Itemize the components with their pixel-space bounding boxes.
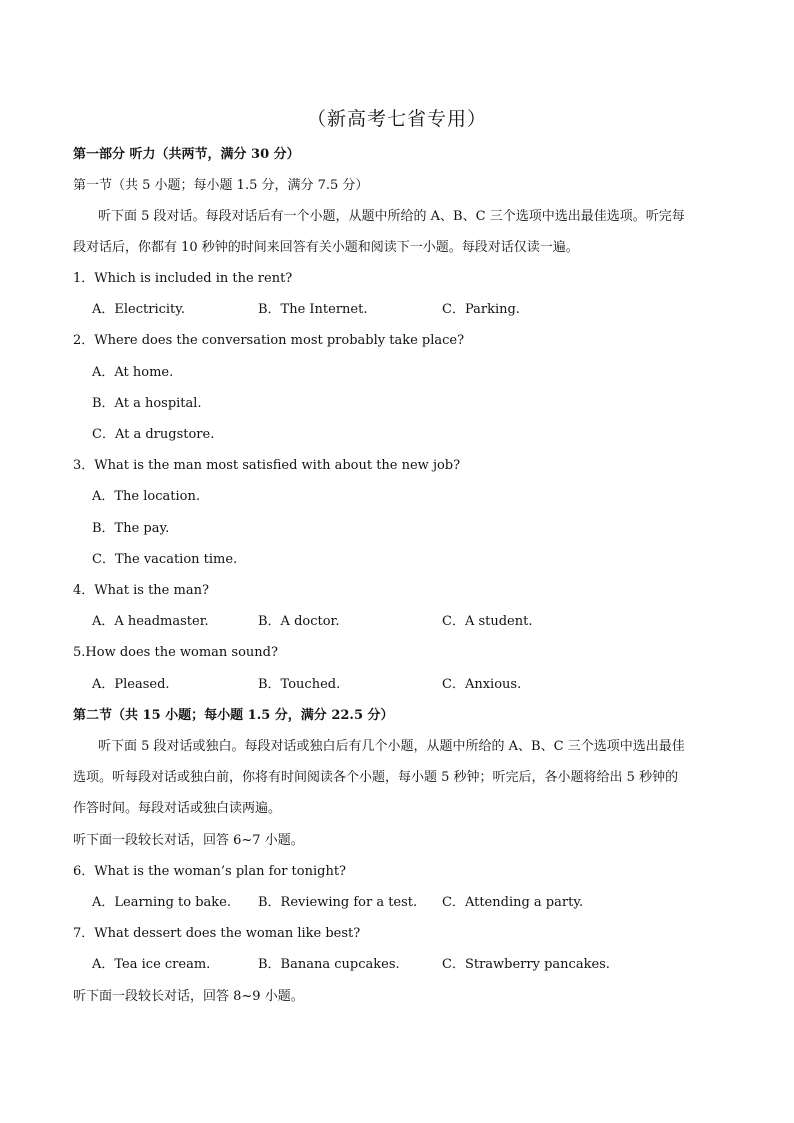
- q4-option-c: C．A student.: [442, 614, 533, 629]
- q2-option-c: C．At a drugstore.: [92, 427, 215, 442]
- q7-option-b: B．Banana cupcakes.: [258, 957, 400, 972]
- q2-option-a: A．At home.: [92, 365, 174, 380]
- q3-option-c: C．The vacation time.: [92, 552, 238, 567]
- q6-option-b: B．Reviewing for a test.: [258, 895, 418, 910]
- question-1: 1．Which is included in the rent?: [73, 271, 293, 286]
- section1-instructions-line1: 听下面 5 段对话。每段对话后有一个小题，从题中所给的 A、B、C 三个选项中选出最佳选项。听完每: [98, 209, 685, 224]
- q3-option-a: A．The location.: [92, 489, 200, 504]
- q7-option-c: C．Strawberry pancakes.: [442, 957, 610, 972]
- question-7: 7．What dessert does the woman like best?: [73, 926, 361, 941]
- q5-option-c: C．Anxious.: [442, 677, 522, 692]
- q6-option-c: C．Attending a party.: [442, 895, 584, 910]
- question-5: 5.How does the woman sound?: [73, 645, 278, 660]
- question-6: 6．What is the woman’s plan for tonight?: [73, 864, 347, 879]
- q6-option-a: A．Learning to bake.: [92, 895, 231, 910]
- q5-option-b: B．Touched.: [258, 677, 341, 692]
- q1-option-a: A．Electricity.: [92, 302, 186, 317]
- lead-text-8-9: 听下面一段较长对话，回答 8~9 小题。: [73, 989, 304, 1004]
- q2-option-b: B．At a hospital.: [92, 396, 202, 411]
- question-3: 3．What is the man most satisfied with about the new job?: [73, 458, 461, 473]
- section2-heading: 第二节（共 15 小题；每小题 1.5 分，满分 22.5 分）: [73, 708, 394, 723]
- page-title: （新高考七省专用）: [306, 108, 487, 130]
- q5-option-a: A．Pleased.: [92, 677, 170, 692]
- question-4: 4．What is the man?: [73, 583, 209, 598]
- question-2: 2．Where does the conversation most probably take place?: [73, 333, 465, 348]
- section1-heading: 第一节（共 5 小题；每小题 1.5 分，满分 7.5 分）: [73, 178, 369, 193]
- part1-heading: 第一部分 听力（共两节，满分 30 分）: [73, 147, 300, 162]
- q1-option-c: C．Parking.: [442, 302, 520, 317]
- q1-option-b: B．The Internet.: [258, 302, 368, 317]
- lead-text-6-7: 听下面一段较长对话，回答 6~7 小题。: [73, 833, 304, 848]
- q7-option-a: A．Tea ice cream.: [92, 957, 211, 972]
- q4-option-a: A．A headmaster.: [92, 614, 209, 629]
- q3-option-b: B．The pay.: [92, 521, 170, 536]
- section2-instructions-line2: 选项。听每段对话或独白前，你将有时间阅读各个小题，每小题 5 秒钟；听完后，各小题将给出 5 秒钟的: [73, 770, 679, 785]
- section2-instructions-line3: 作答时间。每段对话或独白读两遍。: [73, 801, 282, 816]
- q4-option-b: B．A doctor.: [258, 614, 340, 629]
- section2-instructions-line1: 听下面 5 段对话或独白。每段对话或独白后有几个小题，从题中所给的 A、B、C 三个选项中选出最佳: [98, 739, 685, 754]
- section1-instructions-line2: 段对话后，你都有 10 秒钟的时间来回答有关小题和阅读下一小题。每段对话仅读一遍。: [73, 240, 579, 255]
